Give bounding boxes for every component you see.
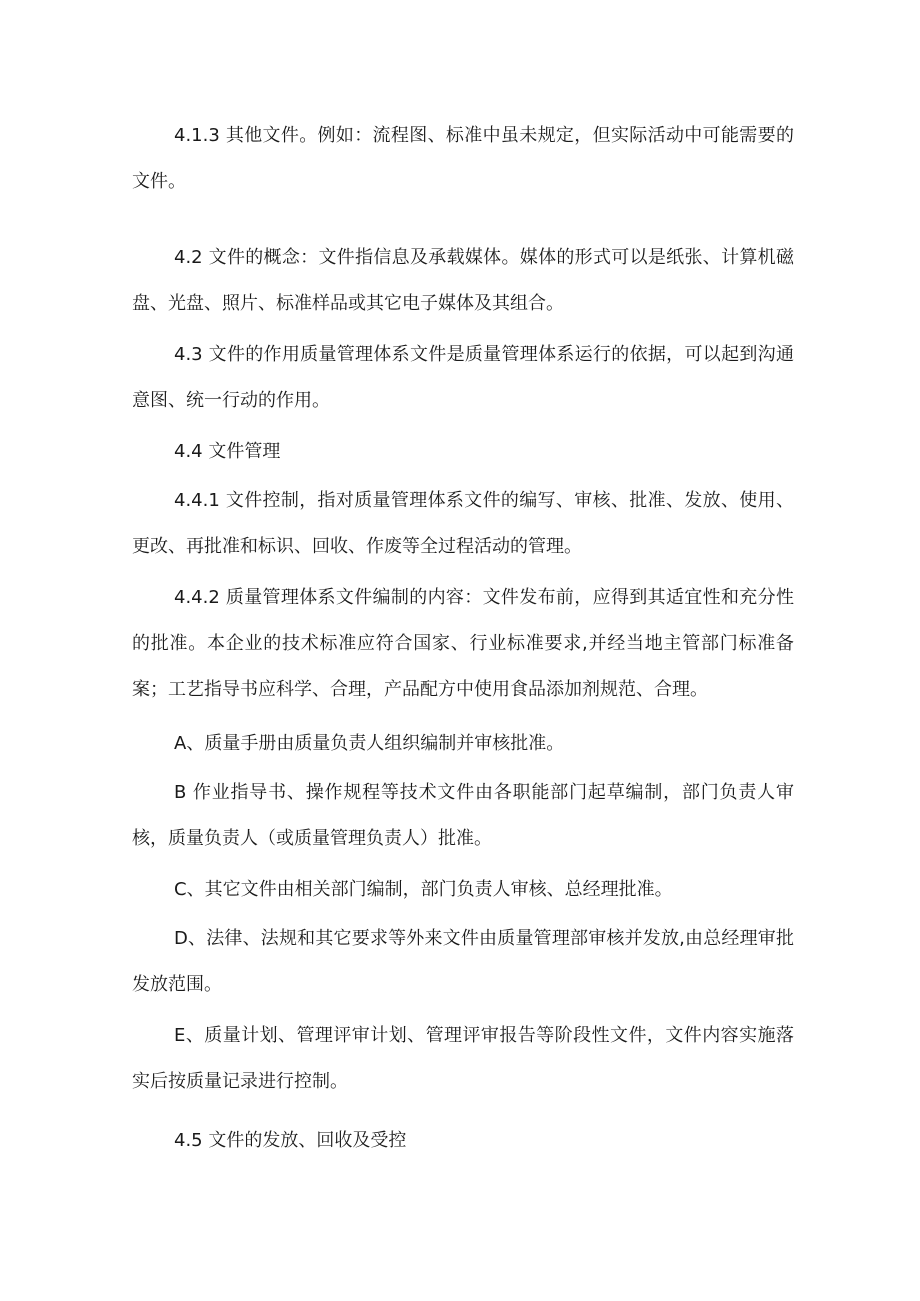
paragraph-4-4-1: 4.4.1 文件控制，指对质量管理体系文件的编写、审核、批准、发放、使用、更改、再批准和标识、回收、作废等全过程活动的管理。 <box>132 490 794 557</box>
paragraph-4-1-3: 4.1.3 其他文件。例如：流程图、标准中虽未规定，但实际活动中可能需要的文件。 <box>132 125 794 192</box>
paragraph-4-4: 4.4 文件管理 <box>174 441 281 462</box>
paragraph-item-a: A、质量手册由质量负责人组织编制并审核批准。 <box>174 733 565 754</box>
paragraph-4-3: 4.3 文件的作用质量管理体系文件是质量管理体系运行的依据，可以起到沟通意图、统一行动的作用。 <box>132 344 794 411</box>
paragraph-item-e: E、质量计划、管理评审计划、管理评审报告等阶段性文件，文件内容实施落实后按质量记录进行控制。 <box>132 1025 794 1092</box>
paragraph-4-2: 4.2 文件的概念：文件指信息及承载媒体。媒体的形式可以是纸张、计算机磁盘、光盘、照片、标准样品或其它电子媒体及其组合。 <box>132 247 794 314</box>
paragraph-item-b: B 作业指导书、操作规程等技术文件由各职能部门起草编制，部门负责人审核，质量负责人（或质量管理负责人）批准。 <box>132 782 794 849</box>
paragraph-item-d: D、法律、法规和其它要求等外来文件由质量管理部审核并发放,由总经理审批发放范围。 <box>132 928 794 995</box>
paragraph-4-4-2: 4.4.2 质量管理体系文件编制的内容：文件发布前，应得到其适宜性和充分性的批准。本企业的技术标准应符合国家、行业标准要求,并经当地主管部门标准备案；工艺指导书应科学、合理，产品配方中使用食品添加剂规范、合理。 <box>132 587 794 700</box>
paragraph-4-5: 4.5 文件的发放、回收及受控 <box>174 1130 407 1151</box>
paragraph-item-c: C、其它文件由相关部门编制，部门负责人审核、总经理批准。 <box>174 879 673 900</box>
